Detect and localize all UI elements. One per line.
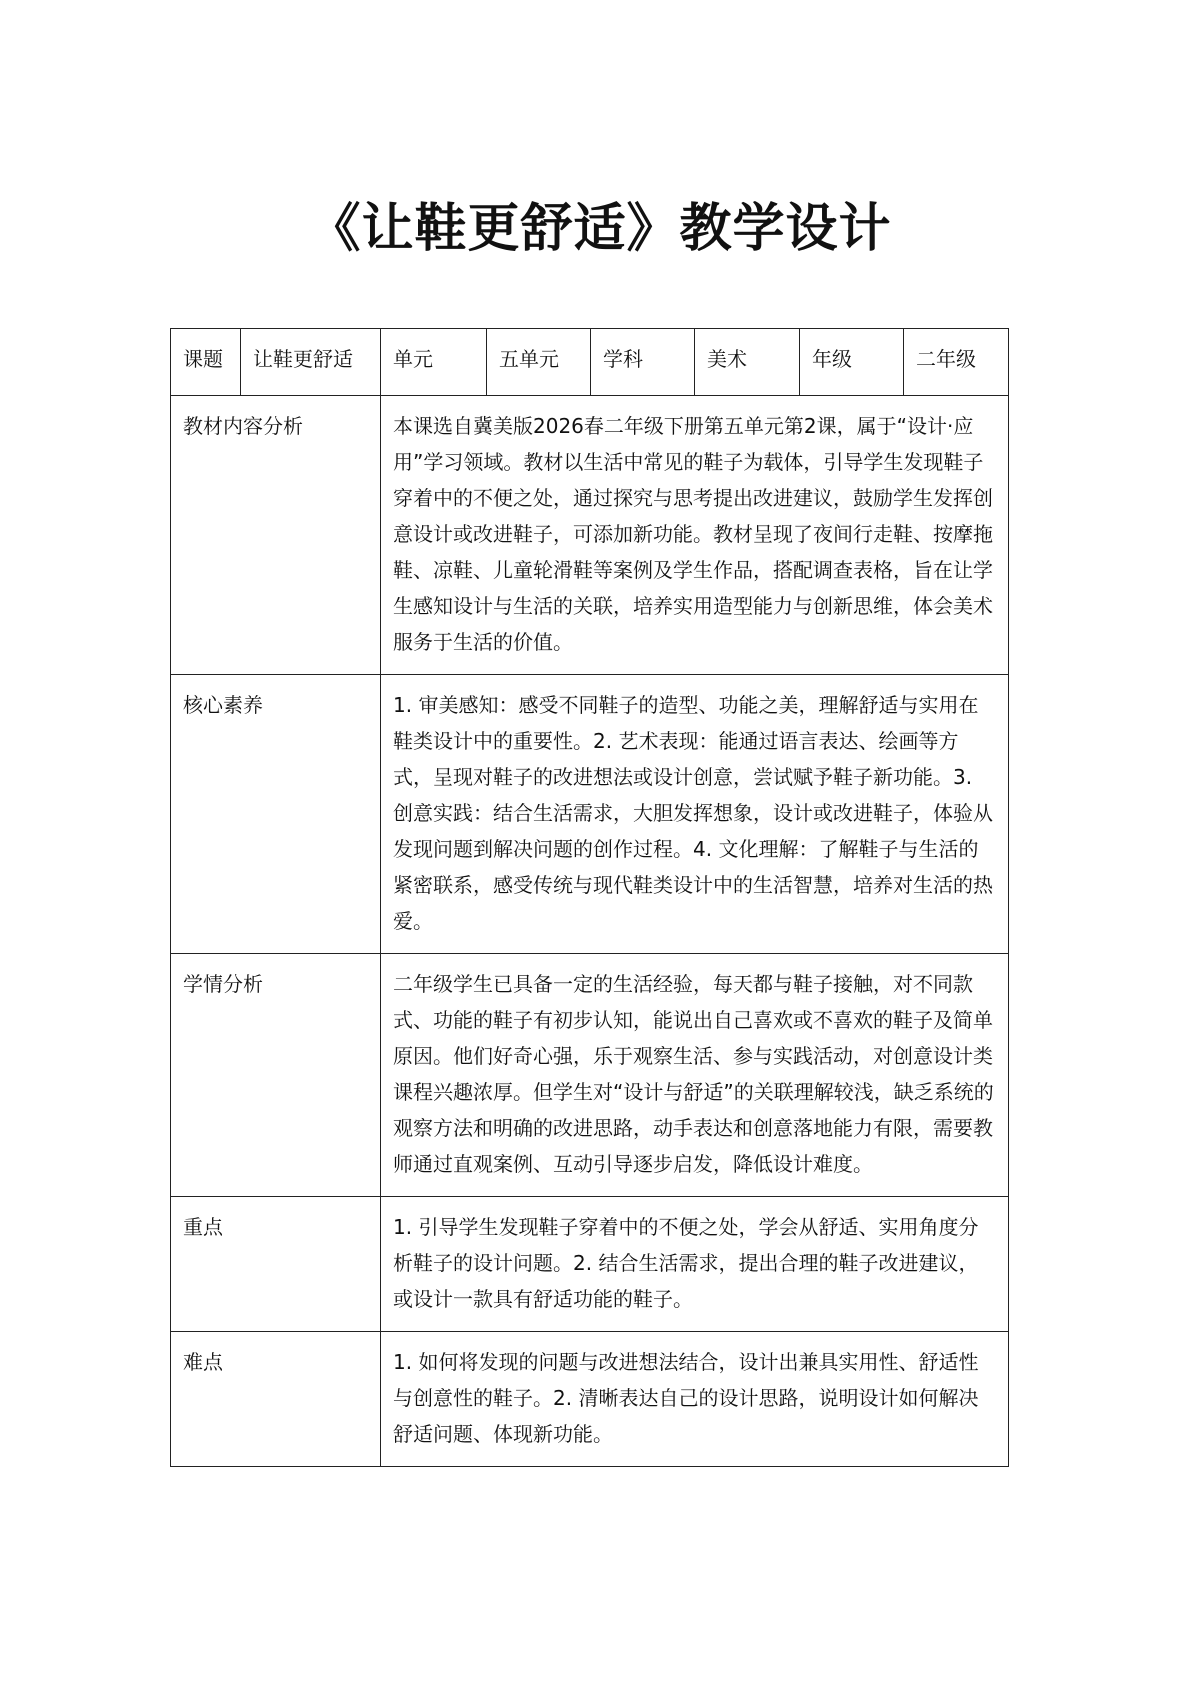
row-content-material-analysis: 本课选自冀美版2026春二年级下册第五单元第2课，属于“设计·应用”学习领域。教材以生活中常见的鞋子为载体，引导学生发现鞋子穿着中的不便之处，通过探究与思考提出改进建议，鼓励学生发挥创意设计或改进鞋子，可添加新功能。教材呈现了夜间行走鞋、按摩拖鞋、凉鞋、儿童轮滑鞋等案例及学生作品，搭配调查表格，旨在让学生感知设计与生活的关联，培养实用造型能力与创新思维，体会美术服务于生活的价值。: [393, 414, 993, 654]
row-content-cell: [381, 396, 1009, 675]
grade-value: 二年级: [916, 347, 976, 371]
row-content-cell: [381, 1332, 1009, 1467]
unit-label-cell: [381, 329, 487, 396]
subject-value: 美术: [707, 347, 747, 371]
unit-value-cell: [487, 329, 591, 396]
subject-value-cell: [695, 329, 800, 396]
table-row: [171, 954, 1009, 1197]
grade-label-cell: [800, 329, 904, 396]
row-content-cell: [381, 1197, 1009, 1332]
row-label-difficulties: 难点: [183, 1350, 223, 1374]
row-label-cell: [171, 396, 381, 675]
page-title: 《让鞋更舒适》教学设计: [308, 199, 892, 259]
row-label-key-points: 重点: [183, 1215, 223, 1239]
table-row: [171, 396, 1009, 675]
row-label-material-analysis: 教材内容分析: [183, 414, 303, 438]
row-content-cell: [381, 954, 1009, 1197]
subject-label-cell: [591, 329, 695, 396]
row-content-core-literacy: 1. 审美感知：感受不同鞋子的造型、功能之美，理解舒适与实用在鞋类设计中的重要性。2. 艺术表现：能通过语言表达、绘画等方式，呈现对鞋子的改进想法或设计创意，尝试赋予鞋子新功能。3. 创意实践：结合生活需求，大胆发挥想象，设计或改进鞋子，体验从发现问题到解决问题的创作过程。4. 文化理解：了解鞋子与生活的紧密联系，感受传统与现代鞋类设计中的生活智慧，培养对生活的热爱。: [393, 693, 993, 933]
row-content-cell: [381, 675, 1009, 954]
grade-label: 年级: [812, 347, 852, 371]
subject-label: 学科: [603, 347, 643, 371]
header-row: [171, 329, 1009, 396]
table-row: [171, 675, 1009, 954]
table-row: [171, 1332, 1009, 1467]
row-label-student-analysis: 学情分析: [183, 972, 263, 996]
topic-value: 让鞋更舒适: [253, 347, 353, 371]
row-label-cell: [171, 1197, 381, 1332]
row-content-difficulties: 1. 如何将发现的问题与改进想法结合，设计出兼具实用性、舒适性与创意性的鞋子。2. 清晰表达自己的设计思路，说明设计如何解决舒适问题、体现新功能。: [393, 1350, 979, 1446]
row-content-key-points: 1. 引导学生发现鞋子穿着中的不便之处，学会从舒适、实用角度分析鞋子的设计问题。2. 结合生活需求，提出合理的鞋子改进建议，或设计一款具有舒适功能的鞋子。: [393, 1215, 979, 1311]
topic-label-cell: [171, 329, 241, 396]
topic-label: 课题: [183, 347, 223, 371]
unit-label: 单元: [393, 347, 433, 371]
grade-value-cell: [904, 329, 1009, 396]
table-row: [171, 1197, 1009, 1332]
lesson-plan-table: [170, 328, 1009, 1467]
row-label-core-literacy: 核心素养: [183, 693, 263, 717]
row-content-student-analysis: 二年级学生已具备一定的生活经验，每天都与鞋子接触，对不同款式、功能的鞋子有初步认知，能说出自己喜欢或不喜欢的鞋子及简单原因。他们好奇心强，乐于观察生活、参与实践活动，对创意设计类课程兴趣浓厚。但学生对“设计与舒适”的关联理解较浅，缺乏系统的观察方法和明确的改进思路，动手表达和创意落地能力有限，需要教师通过直观案例、互动引导逐步启发，降低设计难度。: [393, 972, 994, 1176]
unit-value: 五单元: [499, 347, 559, 371]
row-label-cell: [171, 675, 381, 954]
topic-value-cell: [241, 329, 381, 396]
row-label-cell: [171, 1332, 381, 1467]
row-label-cell: [171, 954, 381, 1197]
